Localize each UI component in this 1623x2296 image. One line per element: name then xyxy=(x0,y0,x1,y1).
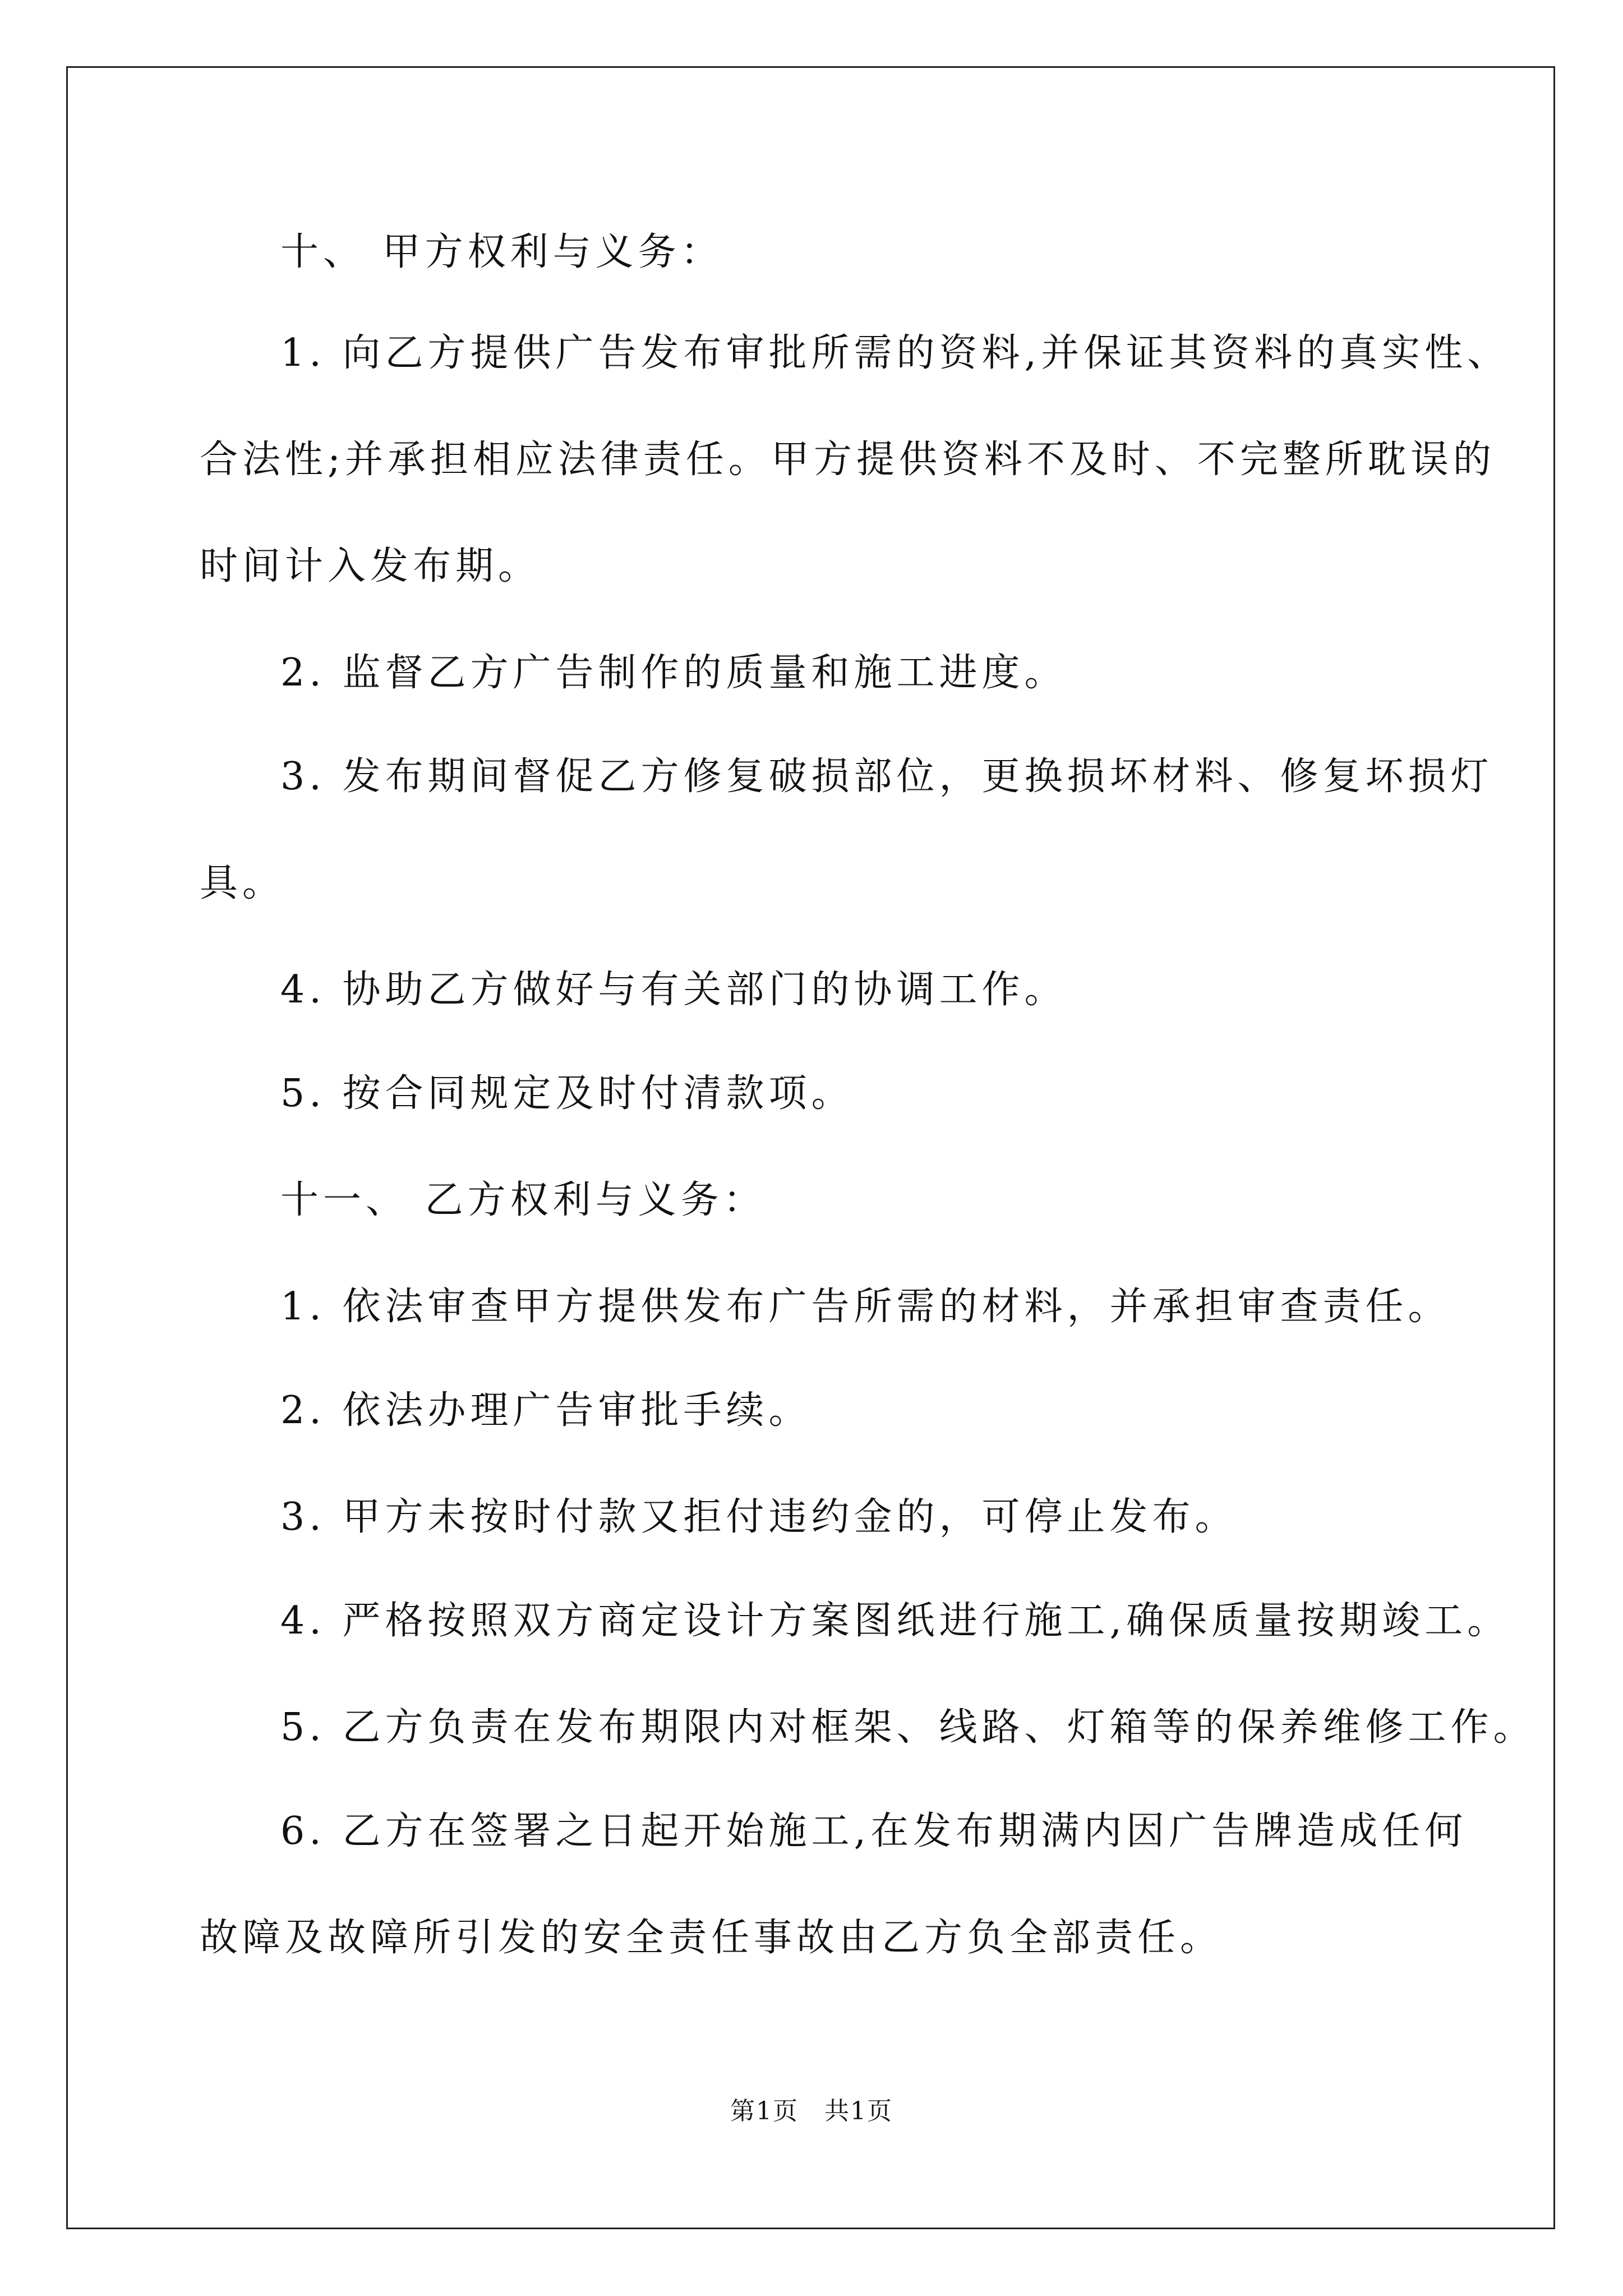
section-10-item-2: 2. 监督乙方广告制作的质量和施工进度。 xyxy=(280,651,1067,695)
page-footer: 第1页 共1页 xyxy=(730,2097,893,2125)
section-10-item-4: 4. 协助乙方做好与有关部门的协调工作。 xyxy=(280,968,1067,1012)
section-10-item-1-line-3: 时间计入发布期。 xyxy=(200,544,541,588)
section-11-item-1: 1. 依法审查甲方提供发布广告所需的材料，并承担审查责任。 xyxy=(280,1285,1451,1329)
section-11-item-4: 4. 严格按照双方商定设计方案图纸进行施工,确保质量按期竣工。 xyxy=(280,1599,1510,1643)
section-10-item-3-line-1: 3. 发布期间督促乙方修复破损部位，更换损坏材料、修复坏损灯 xyxy=(280,754,1493,799)
section-11-item-3: 3. 甲方未按时付款又拒付违约金的，可停止发布。 xyxy=(280,1495,1238,1539)
section-heading-11: 十一、 乙方权利与义务： xyxy=(280,1178,766,1222)
page-border xyxy=(66,66,1555,2229)
section-11-item-5: 5. 乙方负责在发布期限内对框架、线路、灯箱等的保养维修工作。 xyxy=(280,1705,1536,1750)
section-10-item-1-line-1: 1. 向乙方提供广告发布审批所需的资料,并保证其资料的真实性、 xyxy=(280,331,1510,375)
section-11-item-6-line-2: 故障及故障所引发的安全责任事故由乙方负全部责任。 xyxy=(200,1916,1223,1960)
section-10-item-1-line-2: 合法性;并承担相应法律责任。甲方提供资料不及时、不完整所耽误的 xyxy=(200,438,1496,482)
section-10-item-5: 5. 按合同规定及时付清款项。 xyxy=(280,1071,854,1116)
section-heading-10: 十、 甲方权利与义务： xyxy=(280,230,723,274)
section-10-item-3-line-2: 具。 xyxy=(200,861,285,905)
section-11-item-6-line-1: 6. 乙方在签署之日起开始施工,在发布期满内因广告牌造成任何 xyxy=(280,1809,1468,1853)
section-11-item-2: 2. 依法办理广告审批手续。 xyxy=(280,1388,811,1433)
